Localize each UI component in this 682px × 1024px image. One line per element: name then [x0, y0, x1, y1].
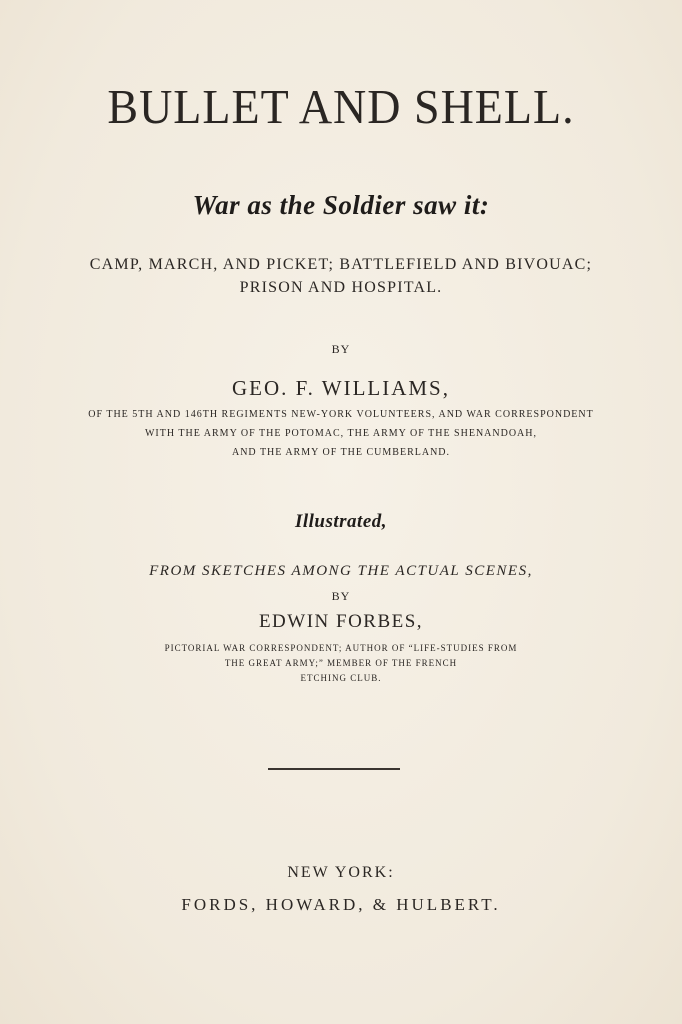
- author-credentials-line-2: WITH THE ARMY OF THE POTOMAC, THE ARMY OF THE SHENANDOAH,: [144, 428, 538, 439]
- book-title: BULLET AND SHELL.: [107, 79, 575, 134]
- by-label-2: BY: [331, 589, 351, 603]
- publication-city: NEW YORK:: [287, 864, 395, 881]
- illustrator-credentials-line-2: THE GREAT ARMY;” MEMBER OF THE FRENCH: [224, 658, 458, 668]
- divider-rule: [268, 768, 400, 770]
- illustrator-name: EDWIN FORBES,: [258, 611, 424, 632]
- illustrator-credentials-line-1: PICTORIAL WAR CORRESPONDENT; AUTHOR OF “LIFE-STUDIES FROM: [164, 643, 518, 653]
- author-name: GEO. F. WILLIAMS,: [231, 376, 450, 400]
- contents-line-2: PRISON AND HOSPITAL.: [239, 279, 443, 296]
- book-subtitle: War as the Soldier saw it:: [192, 190, 490, 220]
- illustration-source: FROM SKETCHES AMONG THE ACTUAL SCENES,: [149, 563, 533, 579]
- contents-line-1: CAMP, MARCH, AND PICKET; BATTLEFIELD AND BIVOUAC;: [89, 256, 593, 273]
- illustrated-label: Illustrated,: [294, 511, 388, 532]
- by-label: BY: [331, 342, 351, 356]
- author-credentials-line-1: OF THE 5TH AND 146TH REGIMENTS NEW-YORK VOLUNTEERS, AND WAR CORRESPONDENT: [88, 409, 594, 420]
- author-credentials-line-3: AND THE ARMY OF THE CUMBERLAND.: [231, 447, 451, 458]
- illustrator-credentials-line-3: ETCHING CLUB.: [300, 673, 382, 683]
- publisher-name: FORDS, HOWARD, & HULBERT.: [181, 895, 501, 914]
